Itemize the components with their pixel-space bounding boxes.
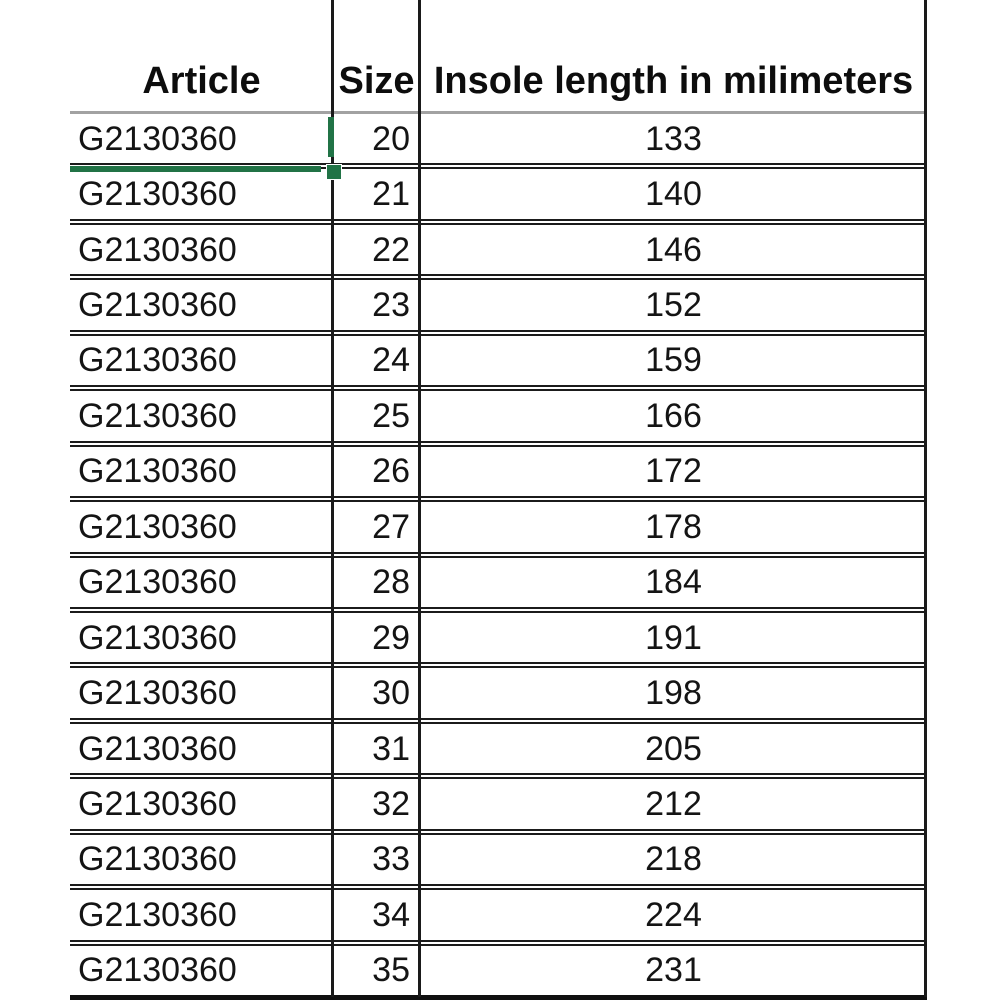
cell-size[interactable]: 30 — [372, 674, 410, 713]
cell-size[interactable]: 20 — [372, 119, 410, 158]
cell-article[interactable]: G2130360 — [78, 286, 237, 325]
table — [70, 0, 927, 1000]
cell-size[interactable]: 29 — [372, 618, 410, 657]
table-row — [70, 280, 927, 335]
table-row — [70, 779, 927, 834]
cell-size[interactable]: 32 — [372, 784, 410, 823]
cell-size[interactable]: 33 — [372, 840, 410, 879]
cell-insole-length[interactable]: 205 — [645, 729, 702, 768]
cell-insole-length[interactable]: 159 — [645, 341, 702, 380]
fill-handle[interactable] — [326, 164, 342, 180]
cell-insole-length[interactable]: 152 — [645, 286, 702, 325]
cell-insole-length[interactable]: 212 — [645, 784, 702, 823]
table-row — [70, 558, 927, 613]
cell-selection-right-border — [328, 117, 334, 157]
cell-size[interactable]: 23 — [372, 286, 410, 325]
table-right-border — [924, 0, 927, 997]
table-body — [70, 114, 927, 1000]
cell-size[interactable]: 28 — [372, 563, 410, 602]
header-cell-size[interactable]: Size — [338, 60, 415, 102]
cell-article[interactable]: G2130360 — [78, 230, 237, 269]
cell-article[interactable]: G2130360 — [78, 563, 237, 602]
column-divider-size-length — [418, 0, 421, 997]
cell-article[interactable]: G2130360 — [78, 175, 237, 214]
table-row — [70, 613, 927, 668]
cell-size[interactable]: 35 — [372, 951, 410, 990]
cell-article[interactable]: G2130360 — [78, 452, 237, 491]
table-row — [70, 668, 927, 723]
cell-insole-length[interactable]: 146 — [645, 230, 702, 269]
cell-article[interactable]: G2130360 — [78, 784, 237, 823]
cell-size[interactable]: 22 — [372, 230, 410, 269]
cell-article[interactable]: G2130360 — [78, 674, 237, 713]
cell-insole-length[interactable]: 184 — [645, 563, 702, 602]
table-row — [70, 114, 927, 169]
cell-insole-length[interactable]: 166 — [645, 396, 702, 435]
cell-insole-length[interactable]: 231 — [645, 951, 702, 990]
cell-insole-length[interactable]: 218 — [645, 840, 702, 879]
cell-insole-length[interactable]: 178 — [645, 507, 702, 546]
cell-article[interactable]: G2130360 — [78, 396, 237, 435]
cell-article[interactable]: G2130360 — [78, 618, 237, 657]
cell-size[interactable]: 25 — [372, 396, 410, 435]
table-row — [70, 835, 927, 890]
cell-size[interactable]: 21 — [372, 175, 410, 214]
table-row — [70, 336, 927, 391]
table-row — [70, 946, 927, 1000]
table-row — [70, 447, 927, 502]
table-row — [70, 724, 927, 779]
cell-article[interactable]: G2130360 — [78, 729, 237, 768]
cell-article[interactable]: G2130360 — [78, 840, 237, 879]
cell-size[interactable]: 31 — [372, 729, 410, 768]
cell-article[interactable]: G2130360 — [78, 951, 237, 990]
cell-insole-length[interactable]: 133 — [645, 119, 702, 158]
cell-article[interactable]: G2130360 — [78, 895, 237, 934]
cell-size[interactable]: 24 — [372, 341, 410, 380]
header-cell-article[interactable]: Article — [142, 60, 261, 102]
table-row — [70, 890, 927, 945]
table-row — [70, 169, 927, 224]
cell-article[interactable]: G2130360 — [78, 341, 237, 380]
cell-insole-length[interactable]: 191 — [645, 618, 702, 657]
cell-insole-length[interactable]: 172 — [645, 452, 702, 491]
cell-size[interactable]: 34 — [372, 895, 410, 934]
cell-size[interactable]: 27 — [372, 507, 410, 546]
cell-size[interactable]: 26 — [372, 452, 410, 491]
table-row — [70, 502, 927, 557]
cell-insole-length[interactable]: 198 — [645, 674, 702, 713]
cell-article[interactable]: G2130360 — [78, 507, 237, 546]
cell-article-selected[interactable]: G2130360 — [78, 119, 237, 158]
table-row — [70, 391, 927, 446]
cell-insole-length[interactable]: 224 — [645, 895, 702, 934]
header-row — [70, 0, 927, 114]
header-cell-insole-length[interactable]: Insole length in milimeters — [433, 60, 914, 102]
table-row — [70, 225, 927, 280]
cell-selection-bottom-border — [70, 166, 321, 172]
cell-insole-length[interactable]: 140 — [645, 175, 702, 214]
